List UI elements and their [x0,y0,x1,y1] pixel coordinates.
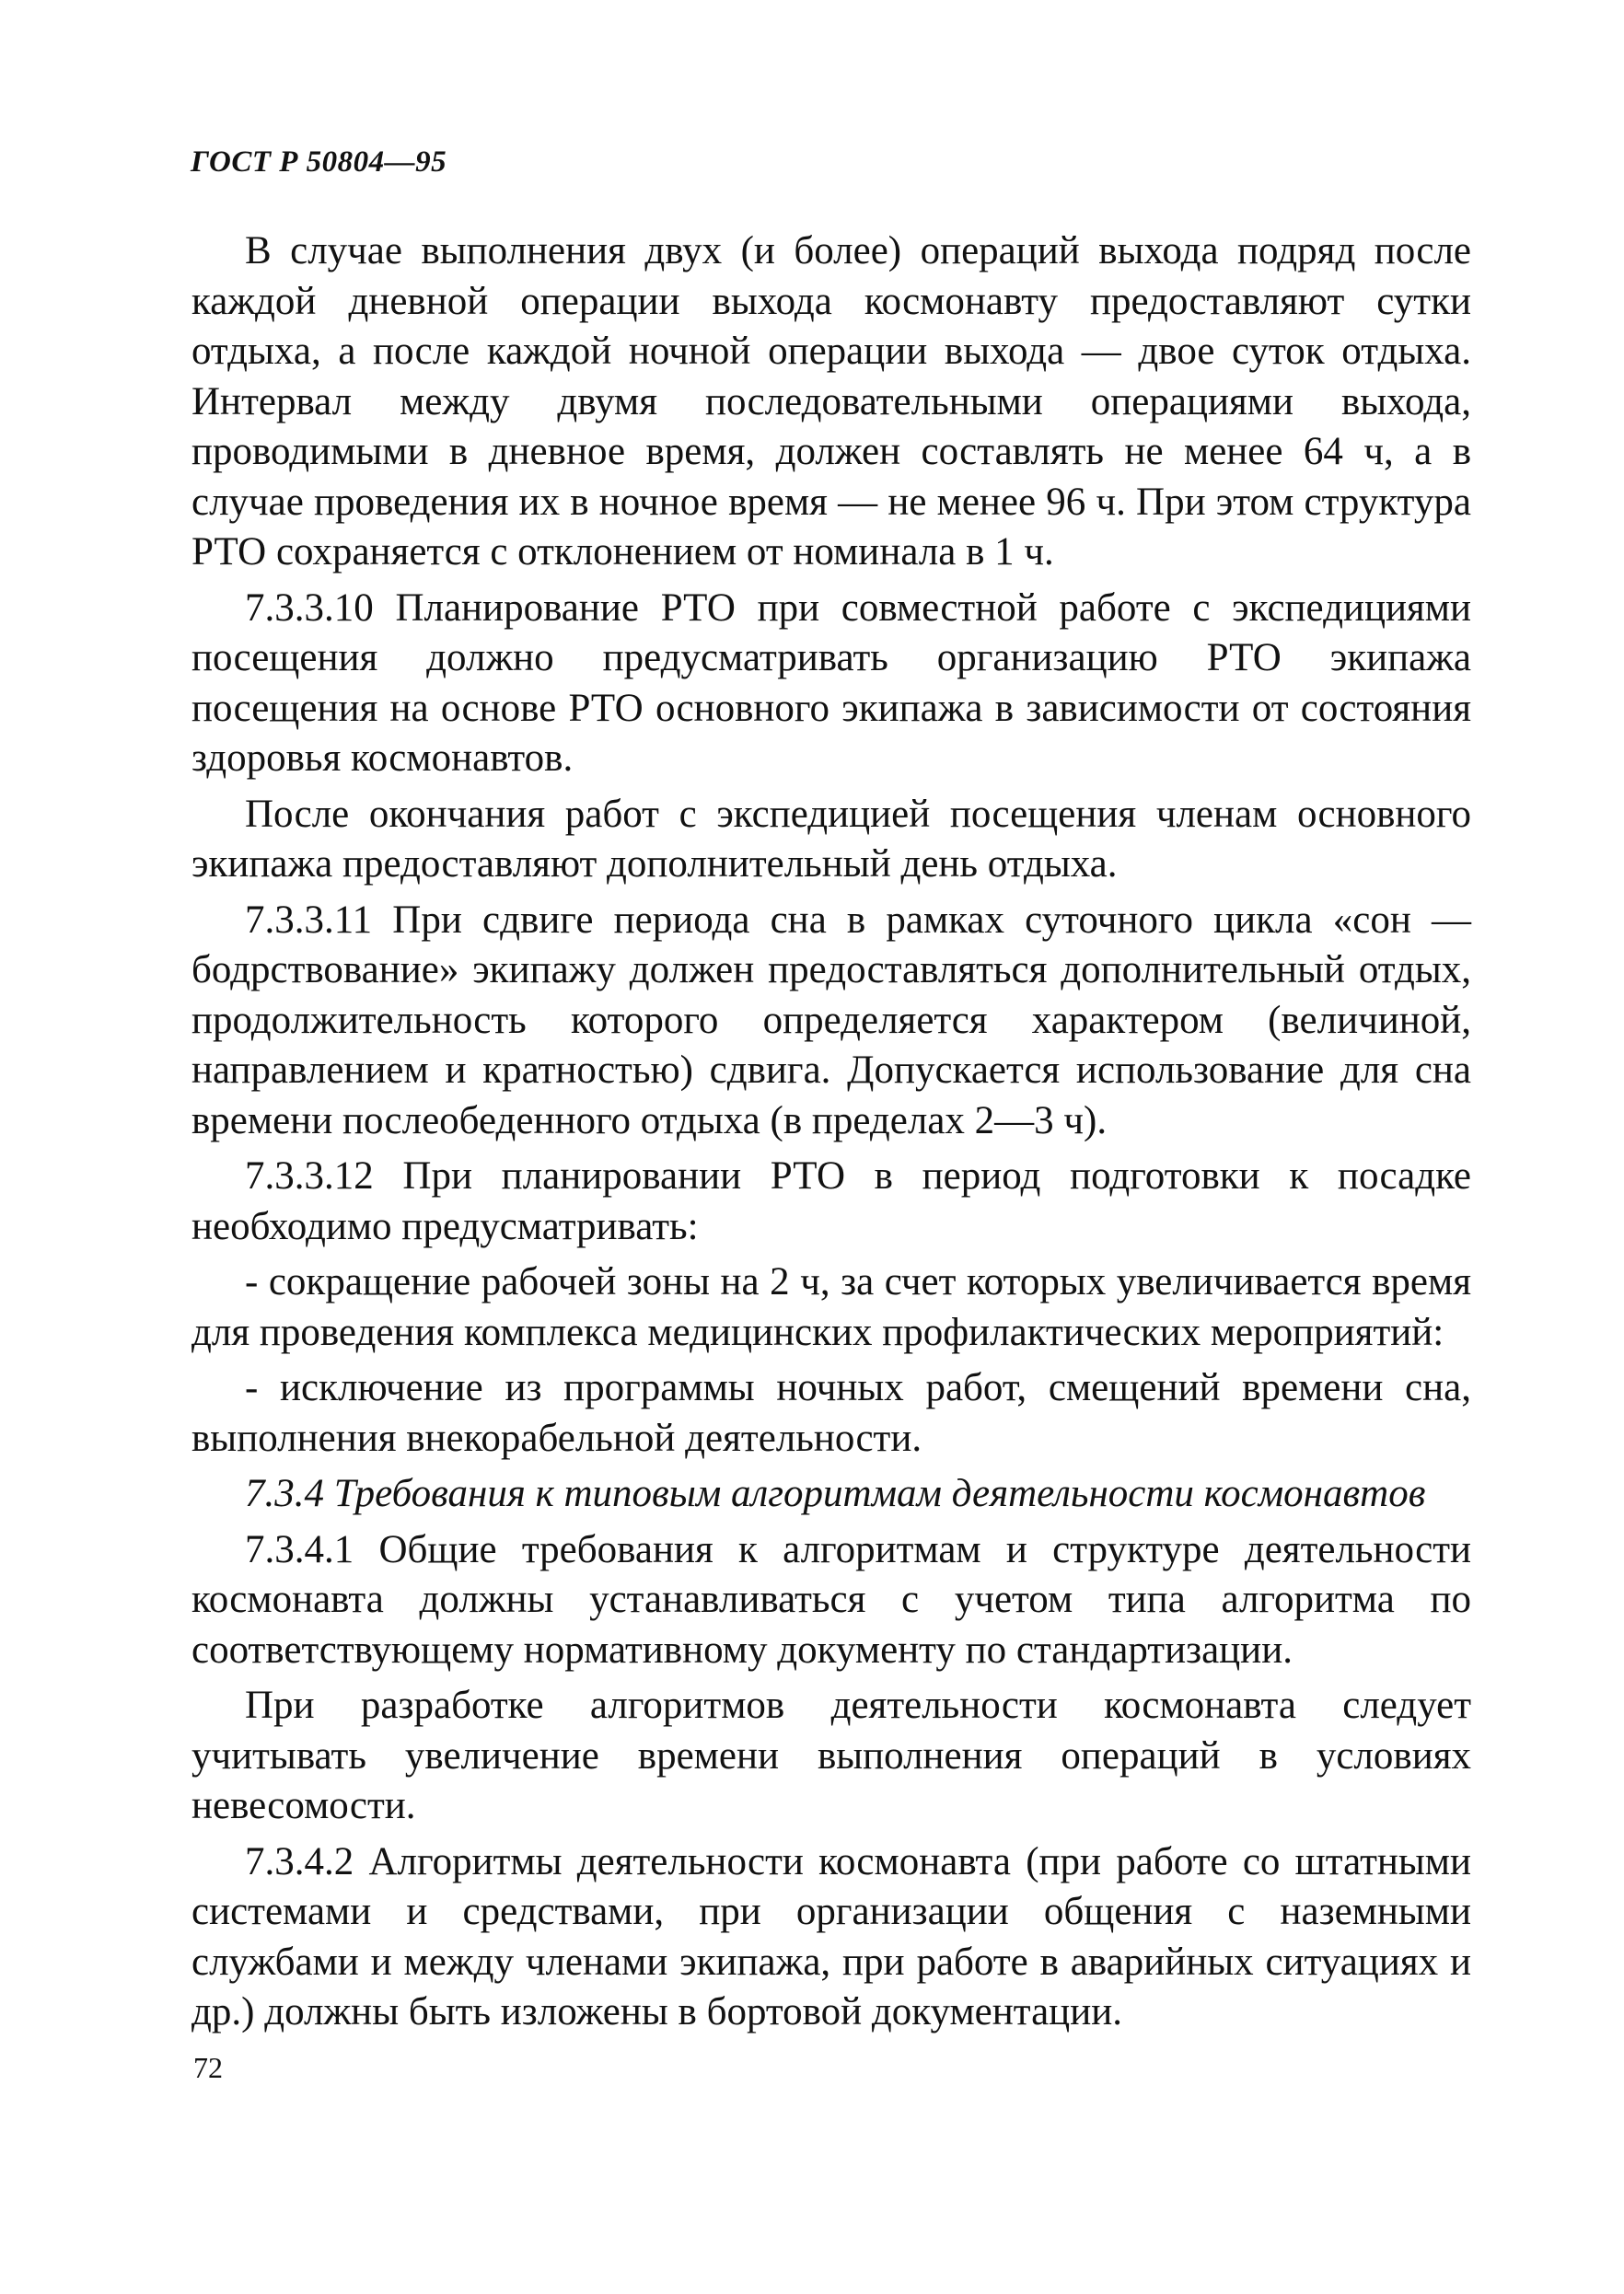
list-item-night-work-exclusion: - исключение из программы ночных работ, смещений времени сна, выполнения внекорабельной деятельности. [191,1366,1471,1460]
paragraph-weightlessness: При разработке алгоритмов деятельности космонавта следует учитывать увеличение времени выполнения операций в условиях невесомости. [191,1684,1471,1827]
paragraph-7-3-3-10: 7.3.3.10 Планирование РТО при совместной работе с экспедициями посещения должно предусматривать организацию РТО экипажа посещения на основе РТО основного экипажа в зависимости от состояния здоровья космонавтов. [191,585,1471,780]
paragraph-7-3-4-1: 7.3.4.1 Общие требования к алгоритмам и структуре деятельности космонавта должны устанавливаться с учетом типа алгоритма по соответствующему нормативному документу по стандартизации. [191,1527,1471,1672]
document-body [191,226,1471,2044]
paragraph-7-3-3-11: 7.3.3.11 При сдвиге периода сна в рамках суточного цикла «сон — бодрствование» экипажу должен предоставляться дополнительный отдых, продолжительность которого определяется характером (величиной, направлением и кратностью) сдвига. Допускается использование для сна времени послеобеденного отдыха (в пределах 2—3 ч). [191,898,1471,1142]
list-item-work-zone-reduction: - сокращение рабочей зоны на 2 ч, за счет которых увеличивается время для проведения комплекса медицинских профилактических мероприятий: [191,1260,1471,1354]
paragraph-extra-rest-day: После окончания работ с экспедицией посещения членам основного экипажа предоставляют дополнительный день отдыха. [191,792,1471,886]
section-heading-7-3-4: 7.3.4 Требования к типовым алгоритмам деятельности космонавтов [245,1472,1426,1515]
paragraph-7-3-4-2: 7.3.4.2 Алгоритмы деятельности космонавта (при работе со штатными системами и средствами, при организации общения с наземными службами и между членами экипажа, при работе в аварийных ситуациях и др.) должны быть изложены в бортовой документации. [191,1839,1471,2033]
document-code-header: ГОСТ Р 50804—95 [191,145,447,179]
paragraph-eva-rest: В случае выполнения двух (и более) операций выхода подряд после каждой дневной операции выхода космонавту предоставляют сутки отдыха, а после каждой ночной операции выхода — двое суток отдыха. Интервал между двумя последовательными операциями выхода, проводимыми в дневное время, должен составлять не менее 64 ч, а в случае проведения их в ночное время — не менее 96 ч. При этом структура РТО сохраняется с отклонением от номинала в 1 ч. [191,229,1471,574]
page-number: 72 [193,2051,223,2084]
paragraph-7-3-3-12: 7.3.3.12 При планировании РТО в период подготовки к посадке необходимо предусматривать: [191,1154,1471,1248]
